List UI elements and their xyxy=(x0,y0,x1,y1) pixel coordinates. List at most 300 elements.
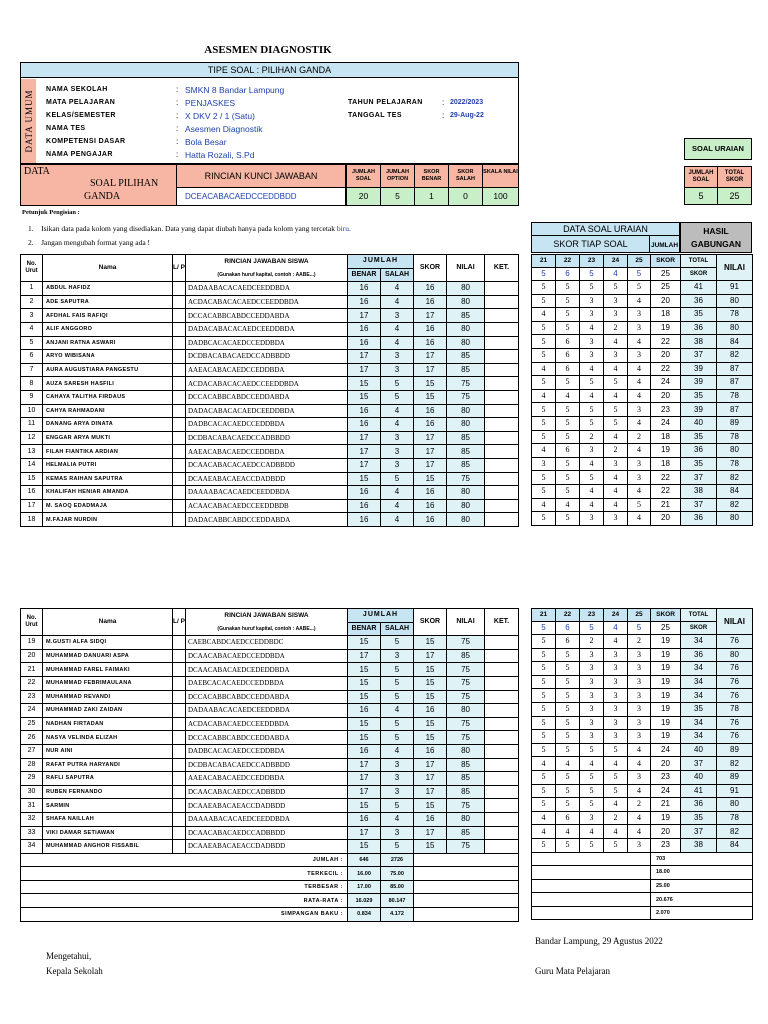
student-name[interactable]: RAFLI SAPUTRA xyxy=(43,772,173,786)
uraian-score[interactable]: 4 xyxy=(604,430,628,444)
ket-value[interactable] xyxy=(485,676,519,690)
uraian-score[interactable]: 5 xyxy=(556,471,580,485)
ket-value[interactable] xyxy=(485,431,519,445)
uraian-score[interactable]: 5 xyxy=(532,403,556,417)
uraian-score[interactable]: 3 xyxy=(580,716,604,730)
ket-value[interactable] xyxy=(485,486,519,500)
uraian-score[interactable]: 3 xyxy=(628,675,651,689)
student-lp[interactable] xyxy=(173,676,186,690)
uraian-score[interactable]: 5 xyxy=(556,689,580,703)
ket-value[interactable] xyxy=(485,418,519,432)
uraian-score[interactable]: 4 xyxy=(532,444,556,458)
ket-value[interactable] xyxy=(485,758,519,772)
uraian-score[interactable]: 5 xyxy=(580,403,604,417)
uraian-score[interactable]: 2 xyxy=(628,635,651,649)
uraian-score[interactable]: 6 xyxy=(556,362,580,376)
pg-value-5[interactable]: 100 xyxy=(482,187,519,206)
student-answers[interactable]: DCCACABBCABDCCEDDABDA xyxy=(186,731,348,745)
student-lp[interactable] xyxy=(173,431,186,445)
uraian-score[interactable]: 4 xyxy=(532,362,556,376)
uraian-score[interactable]: 5 xyxy=(532,689,556,703)
student-name[interactable]: CAHYA RAHMADANI xyxy=(43,404,173,418)
student-answers[interactable]: DCDBACABACAEDCCADBBDD xyxy=(186,350,348,364)
uraian-score[interactable]: 4 xyxy=(628,484,651,498)
student-lp[interactable] xyxy=(173,840,186,854)
student-name[interactable]: AFDHAL FAIS RAFIQI xyxy=(43,309,173,323)
uraian-score[interactable]: 5 xyxy=(628,281,651,295)
student-name[interactable]: RUBEN FERNANDO xyxy=(43,785,173,799)
uraian-score[interactable]: 5 xyxy=(532,730,556,744)
uraian-score[interactable]: 3 xyxy=(628,403,651,417)
uraian-score[interactable]: 2 xyxy=(604,811,628,825)
student-answers[interactable]: DCCACABBCABDCCEDDABDA xyxy=(186,309,348,323)
uraian-score[interactable]: 3 xyxy=(604,294,628,308)
uraian-score[interactable]: 5 xyxy=(532,770,556,784)
ket-value[interactable] xyxy=(485,704,519,718)
student-lp[interactable] xyxy=(173,799,186,813)
uraian-score[interactable]: 3 xyxy=(604,702,628,716)
data-umum-value[interactable]: Asesmen Diagnostik xyxy=(185,124,263,134)
uraian-score[interactable]: 5 xyxy=(532,416,556,430)
uraian-score[interactable]: 5 xyxy=(532,838,556,852)
uraian-score[interactable]: 4 xyxy=(604,757,628,771)
student-lp[interactable] xyxy=(173,826,186,840)
tanggal-tes-value[interactable]: 29-Aug-22 xyxy=(450,112,484,119)
uraian-max-score[interactable]: 5 xyxy=(532,622,556,635)
uraian-score[interactable]: 4 xyxy=(604,471,628,485)
ket-value[interactable] xyxy=(485,785,519,799)
ket-value[interactable] xyxy=(485,812,519,826)
student-answers[interactable]: DADBCACACAEDCCEDDBDA xyxy=(186,418,348,432)
uraian-score[interactable]: 5 xyxy=(556,376,580,390)
uraian-score[interactable]: 2 xyxy=(580,430,604,444)
uraian-score[interactable]: 2 xyxy=(604,321,628,335)
uraian-score[interactable]: 5 xyxy=(556,798,580,812)
ket-value[interactable] xyxy=(485,350,519,364)
ket-value[interactable] xyxy=(485,390,519,404)
student-name[interactable]: MUHAMMAD REVANDI xyxy=(43,690,173,704)
student-name[interactable]: NADHAN FIRTADAN xyxy=(43,717,173,731)
ket-value[interactable] xyxy=(485,717,519,731)
uraian-score[interactable]: 3 xyxy=(580,348,604,362)
ket-value[interactable] xyxy=(485,840,519,854)
uraian-score[interactable]: 5 xyxy=(604,838,628,852)
uraian-score[interactable]: 3 xyxy=(580,308,604,322)
ket-value[interactable] xyxy=(485,499,519,513)
uraian-score[interactable]: 3 xyxy=(580,648,604,662)
uraian-score[interactable]: 5 xyxy=(556,321,580,335)
uraian-score[interactable]: 5 xyxy=(556,784,580,798)
uraian-score[interactable]: 5 xyxy=(556,838,580,852)
uraian-score[interactable]: 5 xyxy=(556,281,580,295)
uraian-score[interactable]: 6 xyxy=(556,444,580,458)
uraian-score[interactable]: 3 xyxy=(628,348,651,362)
ket-value[interactable] xyxy=(485,513,519,527)
student-lp[interactable] xyxy=(173,390,186,404)
uraian-score[interactable]: 5 xyxy=(580,743,604,757)
uraian-score[interactable]: 5 xyxy=(580,798,604,812)
uraian-score[interactable]: 2 xyxy=(604,444,628,458)
uraian-score[interactable]: 5 xyxy=(532,376,556,390)
student-lp[interactable] xyxy=(173,295,186,309)
student-answers[interactable]: DADBCACACAEDCCEDDBDA xyxy=(186,336,348,350)
uraian-score[interactable]: 5 xyxy=(580,838,604,852)
uraian-max-score[interactable]: 5 xyxy=(628,622,651,635)
uraian-score[interactable]: 5 xyxy=(556,730,580,744)
uraian-score[interactable]: 4 xyxy=(628,825,651,839)
ket-value[interactable] xyxy=(485,799,519,813)
uraian-score[interactable]: 5 xyxy=(604,770,628,784)
uraian-score[interactable]: 5 xyxy=(580,770,604,784)
student-answers[interactable]: DAEBCACACAEDCCEDDBDA xyxy=(186,676,348,690)
ket-value[interactable] xyxy=(485,445,519,459)
uraian-score[interactable]: 5 xyxy=(532,648,556,662)
student-answers[interactable]: ACDACABACACAEDCCEEDDBDA xyxy=(186,295,348,309)
student-name[interactable]: CAHAYA TALITHA FIRDAUS xyxy=(43,390,173,404)
ket-value[interactable] xyxy=(485,649,519,663)
ket-value[interactable] xyxy=(485,690,519,704)
uraian-max-score[interactable]: 6 xyxy=(556,268,580,281)
uraian-score[interactable]: 4 xyxy=(604,335,628,349)
uraian-score[interactable]: 5 xyxy=(556,294,580,308)
uraian-score[interactable]: 5 xyxy=(532,281,556,295)
uraian-score[interactable]: 6 xyxy=(556,635,580,649)
student-lp[interactable] xyxy=(173,663,186,677)
uraian-score[interactable]: 3 xyxy=(628,689,651,703)
student-name[interactable]: RAFAT PUTRA HARYANDI xyxy=(43,758,173,772)
uraian-score[interactable]: 3 xyxy=(580,512,604,526)
uraian-score[interactable]: 4 xyxy=(604,484,628,498)
uraian-score[interactable]: 4 xyxy=(580,457,604,471)
uraian-score[interactable]: 5 xyxy=(580,376,604,390)
uraian-score[interactable]: 4 xyxy=(604,798,628,812)
uraian-score[interactable]: 3 xyxy=(628,308,651,322)
uraian-score[interactable]: 2 xyxy=(580,635,604,649)
uraian-score[interactable]: 4 xyxy=(604,498,628,512)
uraian-score[interactable]: 3 xyxy=(580,294,604,308)
uraian-score[interactable]: 3 xyxy=(604,675,628,689)
uraian-score[interactable]: 4 xyxy=(532,389,556,403)
student-lp[interactable] xyxy=(173,458,186,472)
student-name[interactable]: MUHAMMAD FAREL FAIMAKI xyxy=(43,663,173,677)
student-name[interactable]: ABDUL HAFIDZ xyxy=(43,282,173,296)
student-lp[interactable] xyxy=(173,282,186,296)
pg-value-1[interactable]: 20 xyxy=(346,187,381,206)
uraian-score[interactable]: 4 xyxy=(628,743,651,757)
student-lp[interactable] xyxy=(173,758,186,772)
student-name[interactable]: DANANG ARYA DINATA xyxy=(43,418,173,432)
uraian-score[interactable]: 4 xyxy=(604,825,628,839)
uraian-score[interactable]: 5 xyxy=(532,512,556,526)
uraian-score[interactable]: 5 xyxy=(532,471,556,485)
uraian-score[interactable]: 5 xyxy=(628,498,651,512)
uraian-score[interactable]: 3 xyxy=(628,648,651,662)
uraian-score[interactable]: 4 xyxy=(628,444,651,458)
ket-value[interactable] xyxy=(485,772,519,786)
student-answers[interactable]: AAEACABACAEDCCEDDBDA xyxy=(186,445,348,459)
student-lp[interactable] xyxy=(173,350,186,364)
uraian-score[interactable]: 4 xyxy=(532,811,556,825)
uraian-score[interactable]: 4 xyxy=(604,389,628,403)
uraian-score[interactable]: 5 xyxy=(556,770,580,784)
student-answers[interactable]: ACDACABACACAEDCCEEDDBDA xyxy=(186,377,348,391)
uraian-score[interactable]: 4 xyxy=(604,635,628,649)
uraian-max-score[interactable]: 4 xyxy=(604,622,628,635)
student-answers[interactable]: ACDACABACAEDCCEEDDBDA xyxy=(186,717,348,731)
uraian-score[interactable]: 3 xyxy=(604,689,628,703)
student-name[interactable]: ARYO WIBISANA xyxy=(43,350,173,364)
student-name[interactable]: FILAH FIANTIKA ARDIAN xyxy=(43,445,173,459)
student-name[interactable]: MUHAMMAD ZAKI ZAIDAN xyxy=(43,704,173,718)
uraian-score[interactable]: 3 xyxy=(604,348,628,362)
uraian-score[interactable]: 4 xyxy=(532,825,556,839)
student-lp[interactable] xyxy=(173,445,186,459)
uraian-max-score[interactable]: 4 xyxy=(604,268,628,281)
uraian-score[interactable]: 4 xyxy=(556,825,580,839)
pg-value-2[interactable]: 5 xyxy=(380,187,415,206)
uraian-score[interactable]: 4 xyxy=(556,389,580,403)
student-answers[interactable]: DADACABACACAEDCEEDDBDA xyxy=(186,404,348,418)
student-answers[interactable]: DCCACABBCABDCCEDDABDA xyxy=(186,690,348,704)
uraian-score[interactable]: 5 xyxy=(604,376,628,390)
uraian-score[interactable]: 4 xyxy=(580,362,604,376)
ket-value[interactable] xyxy=(485,458,519,472)
uraian-score[interactable]: 3 xyxy=(580,811,604,825)
student-answers[interactable]: DCAAEABACAEACCDADBDD xyxy=(186,799,348,813)
ket-value[interactable] xyxy=(485,744,519,758)
student-answers[interactable]: AAEACABACAEDCCEDDBDA xyxy=(186,363,348,377)
data-umum-value[interactable]: PENJASKES xyxy=(185,98,236,108)
student-answers[interactable]: DCAACABACAEDCCEDDBDA xyxy=(186,649,348,663)
student-name[interactable]: MUHAMMAD DANUARI ASPA xyxy=(43,649,173,663)
uraian-score[interactable]: 5 xyxy=(532,348,556,362)
uraian-score[interactable]: 3 xyxy=(628,838,651,852)
ket-value[interactable] xyxy=(485,636,519,650)
student-answers[interactable]: DCAACABACACAEDCCADBBDD xyxy=(186,458,348,472)
uraian-score[interactable]: 3 xyxy=(580,662,604,676)
uraian-score[interactable]: 4 xyxy=(580,321,604,335)
uraian-score[interactable]: 3 xyxy=(604,730,628,744)
uraian-score[interactable]: 5 xyxy=(532,675,556,689)
ket-value[interactable] xyxy=(485,309,519,323)
ket-value[interactable] xyxy=(485,377,519,391)
uraian-score[interactable]: 4 xyxy=(604,362,628,376)
uraian-score[interactable]: 5 xyxy=(532,702,556,716)
student-lp[interactable] xyxy=(173,772,186,786)
student-answers[interactable]: DADAABACACAEDCEEDDBDA xyxy=(186,282,348,296)
uraian-score[interactable]: 5 xyxy=(556,416,580,430)
student-lp[interactable] xyxy=(173,404,186,418)
uraian-score[interactable]: 5 xyxy=(604,416,628,430)
uraian-max-score[interactable]: 5 xyxy=(532,268,556,281)
uraian-score[interactable]: 4 xyxy=(532,308,556,322)
uraian-score[interactable]: 4 xyxy=(628,416,651,430)
uraian-score[interactable]: 3 xyxy=(580,675,604,689)
student-lp[interactable] xyxy=(173,499,186,513)
student-name[interactable]: M. SAOQ EDADMAJA xyxy=(43,499,173,513)
data-umum-value[interactable]: Bola Besar xyxy=(185,137,227,147)
uraian-score[interactable]: 3 xyxy=(604,512,628,526)
ket-value[interactable] xyxy=(485,731,519,745)
uraian-score[interactable]: 5 xyxy=(532,716,556,730)
student-name[interactable]: VIKI DAMAR SETIAWAN xyxy=(43,826,173,840)
student-answers[interactable]: DAAAABACACAEDCEEDDBDA xyxy=(186,486,348,500)
uraian-score[interactable]: 6 xyxy=(556,348,580,362)
uraian-score[interactable]: 3 xyxy=(580,335,604,349)
student-lp[interactable] xyxy=(173,336,186,350)
uraian-score[interactable]: 5 xyxy=(532,321,556,335)
uraian-score[interactable]: 3 xyxy=(628,730,651,744)
student-answers[interactable]: DCAAEABACAEACCDADBDD xyxy=(186,840,348,854)
uraian-score[interactable]: 5 xyxy=(556,648,580,662)
uraian-score[interactable]: 4 xyxy=(580,484,604,498)
uraian-score[interactable]: 5 xyxy=(556,675,580,689)
student-lp[interactable] xyxy=(173,731,186,745)
uraian-max-score[interactable]: 5 xyxy=(580,622,604,635)
student-lp[interactable] xyxy=(173,717,186,731)
uraian-score[interactable]: 3 xyxy=(628,662,651,676)
uraian-score[interactable]: 3 xyxy=(580,702,604,716)
uraian-score[interactable]: 5 xyxy=(532,798,556,812)
uraian-max-score[interactable]: 5 xyxy=(580,268,604,281)
student-answers[interactable]: DCAACABACAEDCEDEDDBDA xyxy=(186,663,348,677)
uraian-score[interactable]: 3 xyxy=(628,702,651,716)
uraian-score[interactable]: 4 xyxy=(580,757,604,771)
pg-value-4[interactable]: 0 xyxy=(448,187,483,206)
student-name[interactable]: MUHAMMAD ANGHOR FISSABIL xyxy=(43,840,173,854)
uraian-score[interactable]: 5 xyxy=(532,335,556,349)
uraian-score[interactable]: 4 xyxy=(628,294,651,308)
uraian-score[interactable]: 5 xyxy=(604,281,628,295)
uraian-score[interactable]: 5 xyxy=(532,484,556,498)
ket-value[interactable] xyxy=(485,363,519,377)
data-umum-value[interactable]: SMKN 8 Bandar Lampung xyxy=(185,85,285,95)
student-name[interactable]: HELMALIA PUTRI xyxy=(43,458,173,472)
uraian-score[interactable]: 4 xyxy=(628,757,651,771)
student-name[interactable]: ALIF ANGGORO xyxy=(43,322,173,336)
student-name[interactable]: KEMAS RAIHAN SAPUTRA xyxy=(43,472,173,486)
student-lp[interactable] xyxy=(173,309,186,323)
kunci-jawaban-value[interactable]: DCEACABACAEDCCEDDBDD xyxy=(176,187,346,206)
student-lp[interactable] xyxy=(173,363,186,377)
uraian-score[interactable]: 5 xyxy=(580,416,604,430)
student-lp[interactable] xyxy=(173,785,186,799)
ket-value[interactable] xyxy=(485,295,519,309)
uraian-score[interactable]: 4 xyxy=(580,389,604,403)
uraian-score[interactable]: 4 xyxy=(580,825,604,839)
student-lp[interactable] xyxy=(173,377,186,391)
student-answers[interactable]: DADBCACACAEDCCEDDBDA xyxy=(186,744,348,758)
uraian-score[interactable]: 3 xyxy=(628,457,651,471)
student-lp[interactable] xyxy=(173,690,186,704)
student-name[interactable]: SHAFA NAILLAH xyxy=(43,812,173,826)
student-name[interactable]: M.GUSTI ALFA SIDQI xyxy=(43,636,173,650)
uraian-score[interactable]: 6 xyxy=(556,811,580,825)
tahun-pelajaran-value[interactable]: 2022/2023 xyxy=(450,99,484,106)
uraian-score[interactable]: 3 xyxy=(604,716,628,730)
uraian-score[interactable]: 3 xyxy=(604,308,628,322)
uraian-score[interactable]: 5 xyxy=(532,294,556,308)
uraian-score[interactable]: 4 xyxy=(628,335,651,349)
uraian-score[interactable]: 3 xyxy=(628,321,651,335)
student-lp[interactable] xyxy=(173,418,186,432)
student-name[interactable]: KHALIFAH HENIAR AMANDA xyxy=(43,486,173,500)
uraian-score[interactable]: 4 xyxy=(628,376,651,390)
uraian-score[interactable]: 4 xyxy=(532,757,556,771)
student-answers[interactable]: DCDBACABACAEDCCADBBDD xyxy=(186,758,348,772)
uraian-score[interactable]: 5 xyxy=(556,743,580,757)
student-answers[interactable]: DCAAEABACAEACCDADBDD xyxy=(186,472,348,486)
student-name[interactable]: M.FAJAR NURDIN xyxy=(43,513,173,527)
uraian-score[interactable]: 5 xyxy=(580,281,604,295)
student-lp[interactable] xyxy=(173,649,186,663)
student-name[interactable]: NUR AINI xyxy=(43,744,173,758)
uraian-max-score[interactable]: 5 xyxy=(628,268,651,281)
student-answers[interactable]: CAEBCABDCAEDCCEDDBDC xyxy=(186,636,348,650)
uraian-score[interactable]: 6 xyxy=(556,335,580,349)
uraian-score[interactable]: 4 xyxy=(628,811,651,825)
uraian-score[interactable]: 5 xyxy=(604,403,628,417)
student-answers[interactable]: DADAABACACAEDCEEDDBDA xyxy=(186,704,348,718)
ket-value[interactable] xyxy=(485,472,519,486)
uraian-score[interactable]: 5 xyxy=(556,716,580,730)
student-name[interactable]: NASYA VELINDA ELIZAH xyxy=(43,731,173,745)
student-name[interactable]: AURA AUGUSTIARA PANGESTU xyxy=(43,363,173,377)
uraian-max-score[interactable]: 6 xyxy=(556,622,580,635)
uraian-score[interactable]: 3 xyxy=(628,770,651,784)
uraian-score[interactable]: 3 xyxy=(628,716,651,730)
uraian-score[interactable]: 5 xyxy=(556,457,580,471)
uraian-score[interactable]: 4 xyxy=(556,757,580,771)
student-answers[interactable]: DADACABACACAEDCEEDDBDA xyxy=(186,322,348,336)
uraian-score[interactable]: 5 xyxy=(532,662,556,676)
student-lp[interactable] xyxy=(173,704,186,718)
student-lp[interactable] xyxy=(173,486,186,500)
uraian-score[interactable]: 4 xyxy=(556,498,580,512)
student-lp[interactable] xyxy=(173,744,186,758)
student-answers[interactable]: DCCACABBCABDCCEDDABDA xyxy=(186,390,348,404)
uraian-score[interactable]: 5 xyxy=(580,784,604,798)
uraian-score[interactable]: 5 xyxy=(556,512,580,526)
student-answers[interactable]: DAAAABACACAEDCEEDDBDA xyxy=(186,812,348,826)
student-answers[interactable]: ACAACABACAEDCCEEDDBDB xyxy=(186,499,348,513)
student-lp[interactable] xyxy=(173,322,186,336)
ket-value[interactable] xyxy=(485,322,519,336)
data-umum-value[interactable]: X DKV 2 / 1 (Satu) xyxy=(185,111,255,121)
student-name[interactable]: MUHAMMAD FEBRIMAULANA xyxy=(43,676,173,690)
student-lp[interactable] xyxy=(173,513,186,527)
student-answers[interactable]: DCDBACABACAEDCCADBBDD xyxy=(186,431,348,445)
data-umum-value[interactable]: Hatta Rozali, S.Pd xyxy=(185,150,255,160)
uraian-score[interactable]: 2 xyxy=(628,430,651,444)
student-lp[interactable] xyxy=(173,472,186,486)
ket-value[interactable] xyxy=(485,826,519,840)
uraian-score[interactable]: 4 xyxy=(580,498,604,512)
uraian-score[interactable]: 3 xyxy=(580,689,604,703)
uraian-score[interactable]: 5 xyxy=(532,784,556,798)
uraian-score[interactable]: 4 xyxy=(628,784,651,798)
ket-value[interactable] xyxy=(485,282,519,296)
uraian-score[interactable]: 5 xyxy=(556,662,580,676)
student-answers[interactable]: DADACABBCABDCCEDDABDA xyxy=(186,513,348,527)
student-name[interactable]: ANJANI RATNA ASWARI xyxy=(43,336,173,350)
uraian-score[interactable]: 5 xyxy=(604,784,628,798)
uraian-score[interactable]: 3 xyxy=(580,444,604,458)
student-answers[interactable]: DCAACABACAEDCCADBBDD xyxy=(186,785,348,799)
uraian-score[interactable]: 5 xyxy=(556,484,580,498)
ket-value[interactable] xyxy=(485,336,519,350)
uraian-score[interactable]: 3 xyxy=(532,457,556,471)
